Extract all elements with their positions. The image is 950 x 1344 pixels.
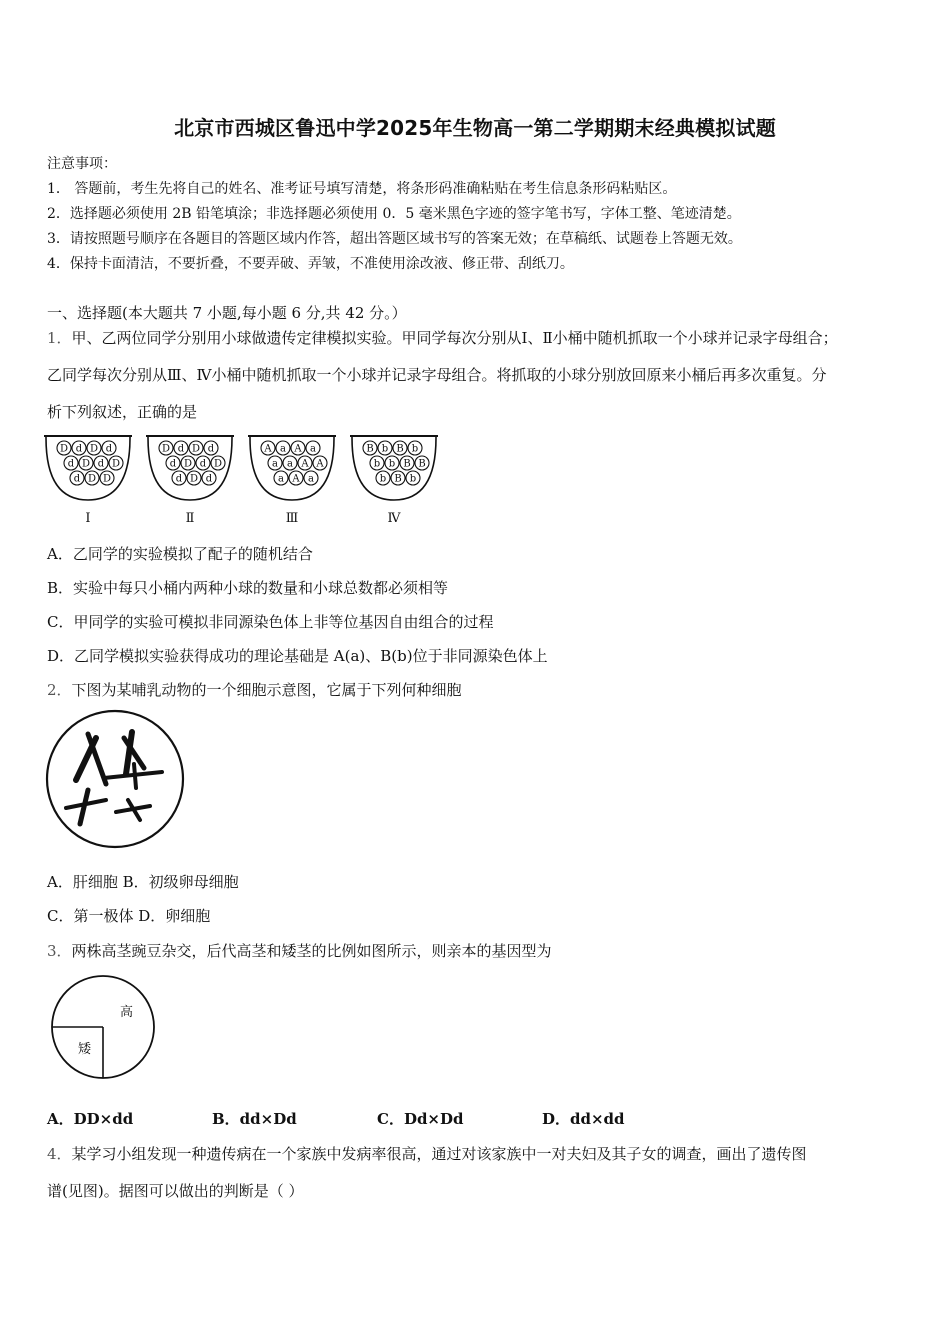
ball-letter: A [292,473,300,485]
question-2 [47,679,462,700]
bucket-label: Ⅲ [285,511,299,526]
ball-letter: d [105,443,113,455]
question-number: 1． [47,329,72,347]
ball-letter: D [89,443,99,455]
notice-item: 1． 答题前，考生先将自己的姓名、准考证号填写清楚，将条形码准确粘贴在考生信息条形码粘贴区。 [47,181,677,197]
ball-letter: B [396,443,404,455]
chromosome-group [66,732,162,824]
ball-letter: D [213,458,223,470]
ball-letter: D [111,458,121,470]
question-1-line1 [47,327,838,348]
question-1-line3: 析下列叙述，正确的是 [47,403,198,421]
ball-letter: D [87,473,97,485]
ball-letter: D [191,443,201,455]
ball-letter: D [183,458,193,470]
question-4-line2: 谱(见图)。据图可以做出的判断是（ ） [47,1182,304,1200]
ball-letter: b [409,473,417,485]
cell-diagram [44,708,186,850]
ball-letter: D [189,473,199,485]
cell-membrane [47,711,183,847]
ball-letter: b [379,473,387,485]
question-2-options-line2: C．第一极体 D．卵细胞 [47,907,211,925]
ball-letter: d [73,473,81,485]
ball-letter: d [169,458,177,470]
question-1-line2: 乙同学每次分别从Ⅲ、Ⅳ小桶中随机抓取一个小球并记录字母组合。将抓取的小球分别放回原来小桶后再多次重复。分 [47,366,827,384]
option-b: B．dd×Dd [212,1110,297,1128]
option-c: C．Dd×Dd [377,1110,464,1128]
ball-letter: a [272,458,278,470]
ball-letter: B [418,458,426,470]
notice-item: 4．保持卡面清洁，不要折叠，不要弄破、弄皱，不准使用涂改液、修正带、刮纸刀。 [47,256,574,272]
ball-letter: B [366,443,374,455]
ball-letter: d [205,473,213,485]
ball-letter: d [175,473,183,485]
ball-letter: A [301,458,309,470]
ball-letter: D [102,473,112,485]
ball-letter: b [411,443,419,455]
bucket [44,436,132,526]
ball-letter: d [199,458,207,470]
page-title: 北京市西城区鲁迅中学2025年生物高一第二学期期末经典模拟试题 [174,116,776,140]
question-3 [47,940,552,961]
ball-letter: a [278,473,284,485]
ball-letter: b [381,443,389,455]
chromosome [134,764,136,788]
question-number: 3． [47,942,72,960]
pie-chart [50,973,158,1081]
ball-letter: b [373,458,381,470]
pie-label-short: 矮 [78,1042,92,1057]
bucket-label: Ⅰ [85,511,91,526]
question-text: 下图为某哺乳动物的一个细胞示意图，它属于下列何种细胞 [71,681,462,699]
chromosome [80,790,88,824]
question-4-line1 [47,1143,807,1164]
ball-letter: D [59,443,69,455]
question-number: 2． [47,681,72,699]
bucket [248,436,336,526]
ball-letter: B [403,458,411,470]
ball-letter: A [264,443,272,455]
question-2-options-line1: A．肝细胞 B．初级卵母细胞 [47,873,239,891]
bucket-label: Ⅳ [387,511,401,526]
ball-letter: D [81,458,91,470]
ball-letter: D [161,443,171,455]
pie-label-tall: 高 [120,1005,134,1020]
bucket-figure [44,430,454,530]
notice-item: 3．请按照题号顺序在各题目的答题区域内作答，超出答题区域书写的答案无效；在草稿纸、试题卷上答题无效。 [47,231,742,247]
option-c: C．甲同学的实验可模拟非同源染色体上非等位基因自由组合的过程 [47,613,494,631]
ball-letter: d [97,458,105,470]
option-a: A．乙同学的实验模拟了配子的随机结合 [47,545,313,563]
option-b: B．实验中每只小桶内两种小球的数量和小球总数都必须相等 [47,579,449,597]
bucket-label: Ⅱ [185,511,195,526]
section-heading: 一、选择题(本大题共 7 小题,每小题 6 分,共 42 分。） [47,304,407,322]
option-d: D．dd×dd [542,1110,625,1128]
ball-letter: a [287,458,293,470]
ball-letter: d [67,458,75,470]
bucket [146,436,234,526]
bucket [350,436,438,526]
ball-letter: B [394,473,402,485]
question-text: 两株高茎豌豆杂交，后代高茎和矮茎的比例如图所示，则亲本的基因型为 [71,942,552,960]
ball-letter: d [75,443,83,455]
question-text: 某学习小组发现一种遗传病在一个家族中发病率很高，通过对该家族中一对夫妇及其子女的调查，画出了遗传图 [71,1145,807,1163]
option-d: D．乙同学模拟实验获得成功的理论基础是 A(a)、B(b)位于非同源染色体上 [47,647,548,665]
ball-letter: A [294,443,302,455]
ball-letter: a [280,443,286,455]
notice-item: 2．选择题必须使用 2B 铅笔填涂；非选择题必须使用 0．5 毫米黑色字迹的签字笔书写，字体工整、笔迹清楚。 [47,206,741,222]
ball-letter: a [310,443,316,455]
notice-heading: 注意事项： [47,156,117,172]
question-text: 甲、乙两位同学分别用小球做遗传定律模拟实验。甲同学每次分别从Ⅰ、Ⅱ小桶中随机抓取一个小球并记录字母组合； [71,329,838,347]
ball-letter: d [207,443,215,455]
question-number: 4． [47,1145,72,1163]
ball-letter: b [388,458,396,470]
option-a: A．DD×dd [47,1110,134,1128]
ball-letter: a [308,473,314,485]
ball-letter: A [316,458,324,470]
ball-letter: d [177,443,185,455]
